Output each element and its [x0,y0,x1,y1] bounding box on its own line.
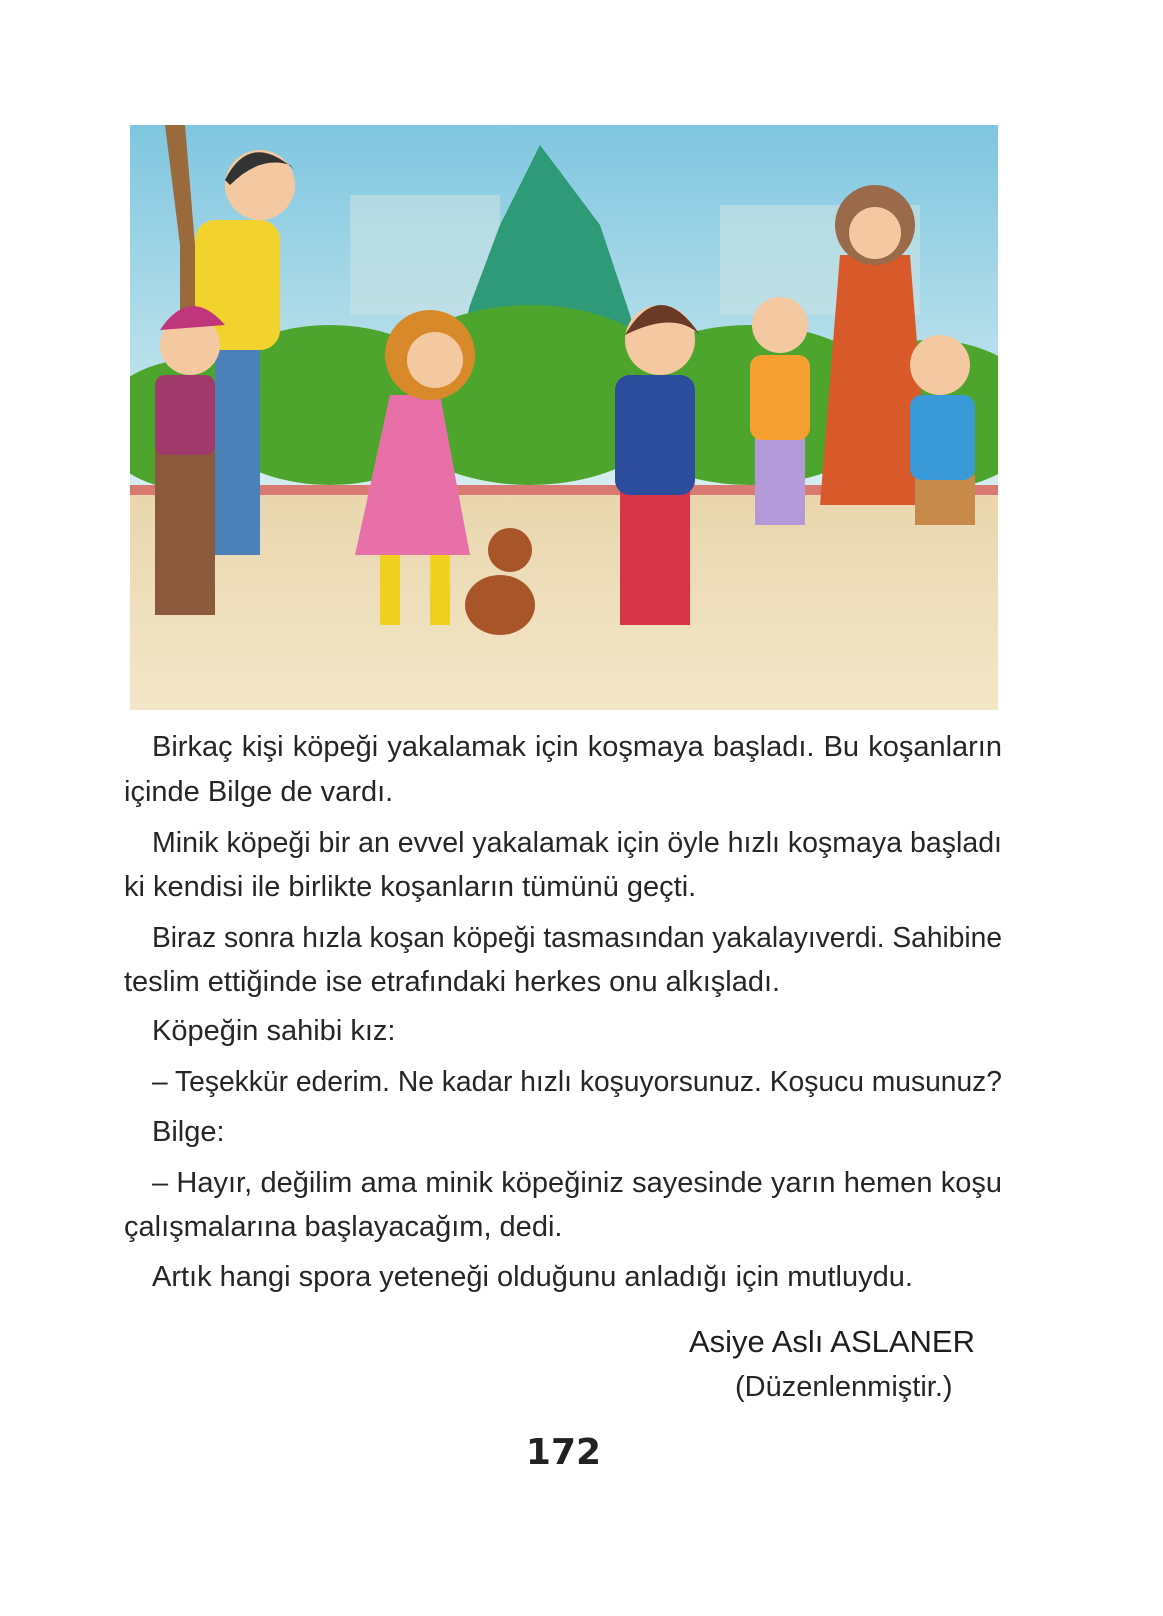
story-line: – Hayır, değilim ama minik köpeğiniz sayesinde yarın hemen koşu [152,1167,1002,1199]
small-girl [750,297,810,525]
story-line: – Teşekkür ederim. Ne kadar hızlı koşuyorsunuz. Koşucu musunuz? [152,1066,1002,1098]
story-line: Artık hangi spora yeteneği olduğunu anladığı için mutluydu. [152,1261,913,1293]
story-line: teslim ettiğinde ise etrafındaki herkes onu alkışladı. [124,966,781,998]
author-name: Asiye Aslı ASLANER [688,1324,975,1359]
ground [130,495,998,710]
page-number: 172 [525,1432,602,1473]
story-line: Bilge: [152,1116,225,1148]
story-line: ki kendisi ile birlikte koşanların tümünü geçti. [124,871,697,903]
author-note: (Düzenlenmiştir.) [735,1371,953,1403]
story-line: Birkaç kişi köpeği yakalamak için koşmaya başladı. Bu koşanların [152,731,1002,763]
story-line: Biraz sonra hızla koşan köpeği tasmasından yakalayıverdi. Sahibine [152,922,1002,954]
boy-in-blue [910,335,975,525]
story-line: Minik köpeği bir an evvel yakalamak için öyle hızlı koşmaya başladı [152,827,1002,859]
story-line: çalışmalarına başlayacağım, dedi. [124,1211,563,1243]
story-line: içinde Bilge de vardı. [124,776,394,808]
girl-bilge [615,305,700,625]
boy-with-cap [155,306,225,615]
story-illustration [130,125,998,710]
story-line: Köpeğin sahibi kız: [152,1015,396,1047]
